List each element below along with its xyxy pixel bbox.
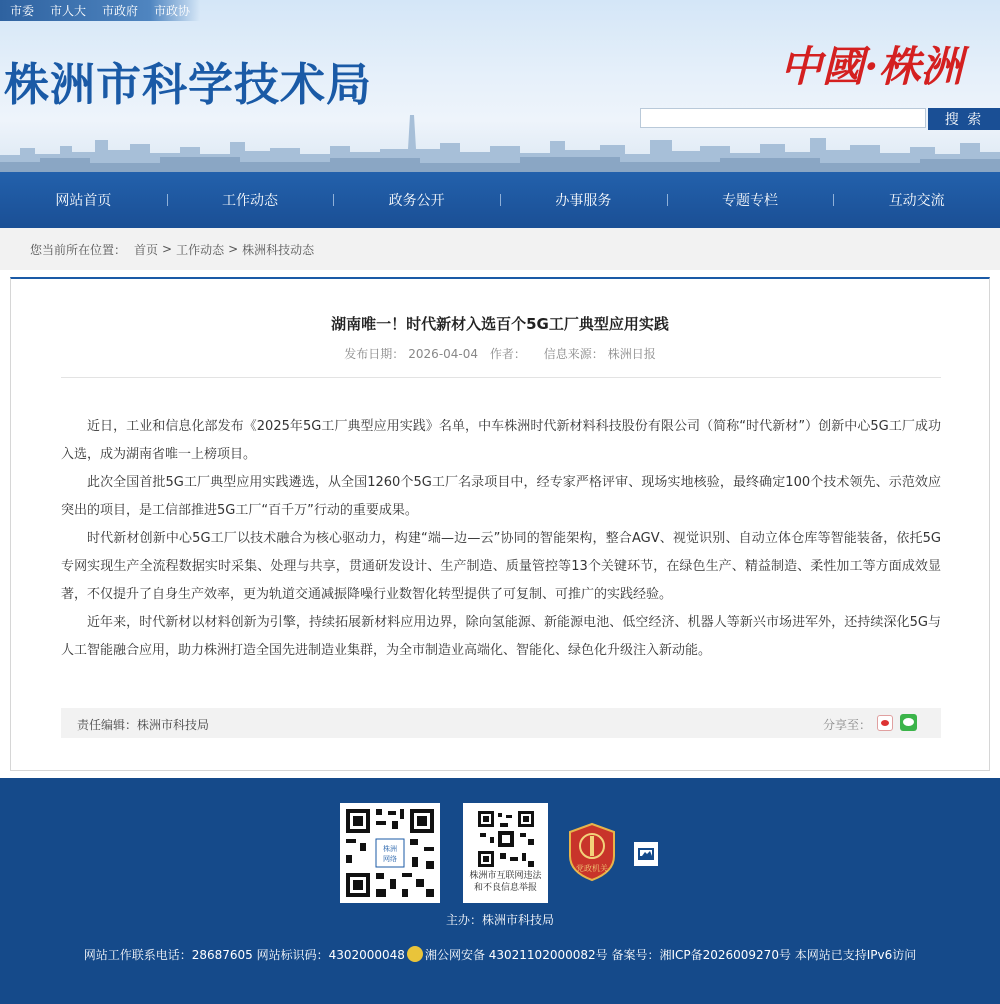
search-input[interactable] (640, 108, 926, 128)
record-info[interactable]: 湘公网安备 43021102000082号 备案号：湘ICP备2026009270号 本网站已支持IPv6访问 (424, 948, 917, 962)
site-host: 主办：株洲市科技局 (445, 913, 554, 927)
party-gov-badge-icon[interactable] (566, 822, 618, 882)
site-title: 株洲市科学技术局 (4, 58, 373, 111)
source-value: 株洲日报 (607, 347, 656, 361)
editor-name: 株洲市科技局 (137, 718, 210, 732)
share-label: 分享至： (822, 718, 871, 732)
editor-label: 责任编辑： (77, 718, 138, 732)
site-footer (0, 778, 1000, 1004)
brand-logo: 中國·株洲 (780, 42, 963, 91)
article-title: 湖南唯一！时代新材入选百个5G工厂典型应用实践 (331, 315, 669, 333)
breadcrumb-separator: > (162, 242, 173, 256)
footer-info (0, 946, 1000, 963)
top-link-congress[interactable]: 市人大 (50, 4, 87, 18)
police-emblem-icon (407, 946, 423, 962)
search-button[interactable]: 搜 索 (928, 108, 1000, 130)
nav-special-topics[interactable]: 专题专栏 (667, 172, 834, 228)
wechat-share-icon[interactable] (900, 714, 917, 731)
article-container (10, 277, 990, 771)
top-link-government[interactable]: 市政府 (102, 4, 139, 18)
badge-text: 党政机关 (576, 864, 608, 873)
article-paragraph: 此次全国首批5G工厂典型应用实践遴选，从全国1260个5G工厂名录项目中，经专家严格评审、现场实地核验，最终确定100个技术领先、示范效应突出的项目，是工信部推进5G工厂“百千万”行动的重要成果。 (61, 475, 941, 518)
svg-text:株洲: 株洲 (383, 845, 397, 853)
editor-info (77, 716, 209, 733)
breadcrumb (0, 228, 1000, 270)
report-qr-code (463, 803, 548, 903)
article-paragraph: 近日，工业和信息化部发布《2025年5G工厂典型应用实践》名单，中车株洲时代新材料科技股份有限公司（简称“时代新材”）创新中心5G工厂成功入选，成为湖南省唯一上榜项目。 (61, 419, 941, 462)
svg-text:网络: 网络 (383, 855, 397, 863)
report-qr-caption-line: 株洲市互联网违法 (469, 871, 542, 881)
date-label: 发布日期： (344, 347, 405, 361)
breadcrumb-work-news[interactable]: 工作动态 (176, 242, 225, 257)
article-meta (11, 345, 989, 362)
qr-code-icon (476, 809, 536, 869)
nav-gov-affairs[interactable]: 政务公开 (333, 172, 500, 228)
contact-info: 网站工作联系电话：28687605 网站标识码：4302000048 (83, 948, 405, 962)
top-links-bar (0, 0, 200, 21)
article-paragraph: 近年来，时代新材以材料创新为引擎，持续拓展新材料应用边界，除向氢能源、新能源电池、低空经济、机器人等新兴市场进军外，还持续深化5G与人工智能融合应用，助力株洲打造全国先进制造业集群，为全市制造业高端化、智能化、绿色化升级注入新动能。 (61, 615, 941, 658)
qr-code-icon (340, 803, 440, 903)
report-qr-caption-line: 和不良信息举报 (473, 883, 537, 893)
breadcrumb-lead: 您当前所在位置： (30, 242, 127, 257)
nav-home[interactable]: 网站首页 (55, 193, 112, 209)
article-body (61, 413, 941, 665)
breadcrumb-separator: > (228, 242, 239, 256)
breadcrumb-home[interactable]: 首页 (134, 242, 159, 257)
top-link-cppcc[interactable]: 市政协 (154, 4, 191, 18)
breadcrumb-current[interactable]: 株洲科技动态 (242, 242, 315, 257)
publish-date: 2026-04-04 (408, 347, 479, 361)
title-divider (61, 377, 941, 378)
report-qr-caption (463, 870, 548, 894)
accessibility-icon[interactable] (634, 842, 658, 866)
nav-work-news[interactable]: 工作动态 (167, 172, 334, 228)
top-link-party[interactable]: 市委 (10, 4, 35, 18)
nav-interaction[interactable]: 互动交流 (833, 172, 1000, 228)
editor-bar (61, 708, 941, 738)
source-label: 信息来源： (543, 347, 604, 361)
weibo-share-icon[interactable] (877, 715, 893, 731)
author-label: 作者： (489, 347, 526, 361)
article-paragraph: 时代新材创新中心5G工厂以技术融合为核心驱动力，构建“端—边—云”协同的智能架构，整合AGV、视觉识别、自动立体仓库等智能装备，依托5G专网实现生产全流程数据实时采集、处理与共享，贯通研发设计、生产制造、质量管控等13个关键环节，在绿色生产、精益制造、柔性加工等方面成效显著，不仅提升了自身生产效率，更为轨道交通减振降噪行业数智化转型提供了可复制、可推广的实践经验。 (61, 531, 941, 602)
site-header (0, 0, 1000, 172)
nav-services[interactable]: 办事服务 (500, 172, 667, 228)
main-nav (0, 172, 1000, 228)
